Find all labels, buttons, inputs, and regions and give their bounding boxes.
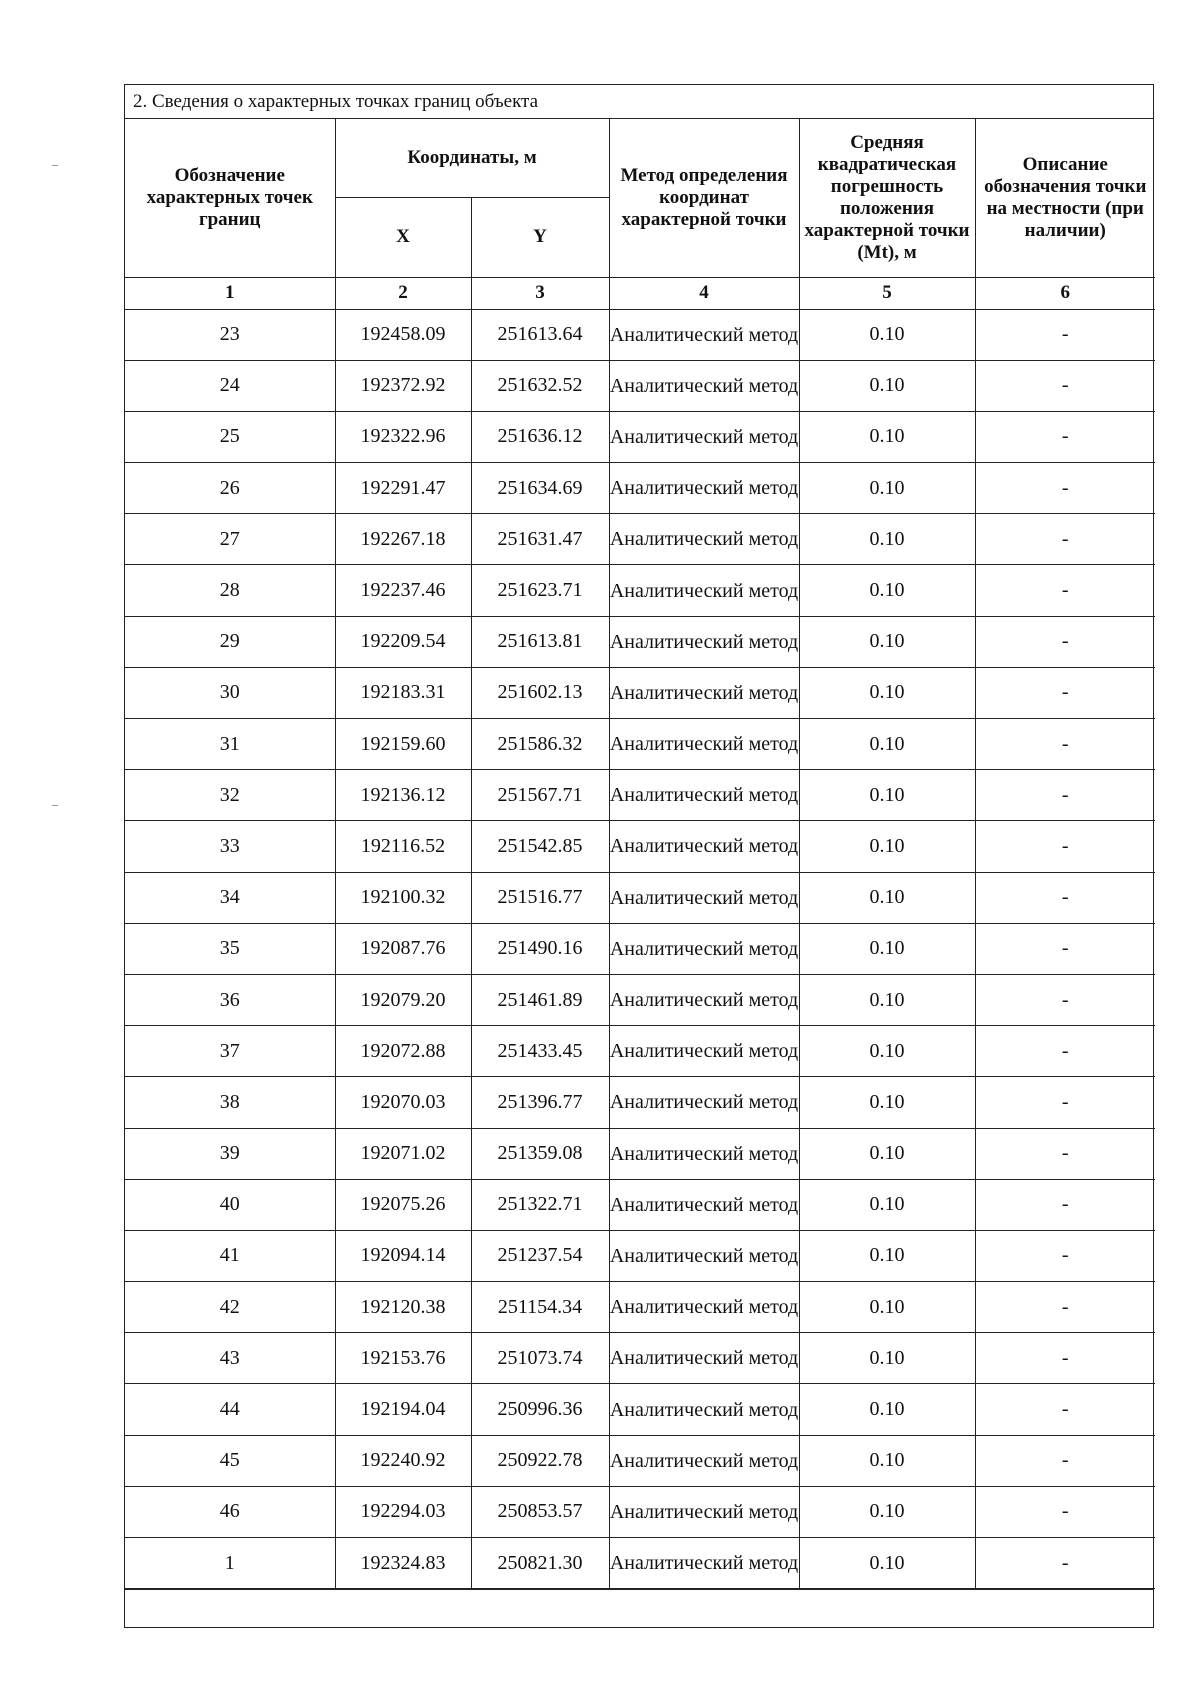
point-description: - <box>975 1538 1155 1589</box>
method: Аналитический метод <box>609 309 799 360</box>
coord-y: 251602.13 <box>471 667 609 718</box>
header-method: Метод определения координат характерной точки <box>609 119 799 277</box>
table-row <box>125 1384 1155 1435</box>
mean-square-error: 0.10 <box>799 1333 975 1384</box>
method: Аналитический метод <box>609 872 799 923</box>
header-y: Y <box>471 197 609 277</box>
mean-square-error: 0.10 <box>799 514 975 565</box>
mean-square-error: 0.10 <box>799 821 975 872</box>
table-row <box>125 565 1155 616</box>
coord-y: 250922.78 <box>471 1435 609 1486</box>
table-row <box>125 974 1155 1025</box>
column-number: 1 <box>125 277 335 309</box>
point-id: 23 <box>125 309 335 360</box>
table-row <box>125 719 1155 770</box>
point-description: - <box>975 1179 1155 1230</box>
point-id: 42 <box>125 1282 335 1333</box>
coord-y: 251613.81 <box>471 616 609 667</box>
point-description: - <box>975 360 1155 411</box>
header-description: Описание обозначения точки на местности (при наличии) <box>975 119 1155 277</box>
table-footer-empty-row <box>125 1589 1153 1625</box>
section-title: 2. Сведения о характерных точках границ объекта <box>125 85 1153 119</box>
coord-x: 192120.38 <box>335 1282 471 1333</box>
margin-mark <box>52 805 58 806</box>
point-description: - <box>975 309 1155 360</box>
coord-y: 251237.54 <box>471 1230 609 1281</box>
point-description: - <box>975 1282 1155 1333</box>
coord-y: 251631.47 <box>471 514 609 565</box>
point-description: - <box>975 667 1155 718</box>
coord-x: 192324.83 <box>335 1538 471 1589</box>
coord-x: 192183.31 <box>335 667 471 718</box>
table-row <box>125 770 1155 821</box>
coord-y: 251623.71 <box>471 565 609 616</box>
coord-x: 192070.03 <box>335 1077 471 1128</box>
point-id: 45 <box>125 1435 335 1486</box>
table-row <box>125 1179 1155 1230</box>
point-description: - <box>975 1077 1155 1128</box>
point-id: 27 <box>125 514 335 565</box>
header-row <box>125 119 1155 197</box>
point-description: - <box>975 719 1155 770</box>
point-description: - <box>975 1230 1155 1281</box>
point-id: 36 <box>125 974 335 1025</box>
coord-x: 192116.52 <box>335 821 471 872</box>
point-description: - <box>975 974 1155 1025</box>
coord-y: 251073.74 <box>471 1333 609 1384</box>
table-row <box>125 1026 1155 1077</box>
margin-mark <box>52 165 58 166</box>
coord-y: 251542.85 <box>471 821 609 872</box>
table-row <box>125 1538 1155 1589</box>
table-row <box>125 1486 1155 1537</box>
coord-y: 251433.45 <box>471 1026 609 1077</box>
coord-y: 250853.57 <box>471 1486 609 1537</box>
coord-y: 251636.12 <box>471 411 609 462</box>
table-row <box>125 667 1155 718</box>
coord-y: 251634.69 <box>471 463 609 514</box>
point-id: 26 <box>125 463 335 514</box>
coord-x: 192267.18 <box>335 514 471 565</box>
point-id: 33 <box>125 821 335 872</box>
coord-x: 192372.92 <box>335 360 471 411</box>
column-number: 5 <box>799 277 975 309</box>
point-description: - <box>975 821 1155 872</box>
mean-square-error: 0.10 <box>799 1435 975 1486</box>
point-id: 39 <box>125 1128 335 1179</box>
mean-square-error: 0.10 <box>799 360 975 411</box>
point-id: 32 <box>125 770 335 821</box>
coord-y: 250996.36 <box>471 1384 609 1435</box>
coord-y: 251359.08 <box>471 1128 609 1179</box>
point-id: 43 <box>125 1333 335 1384</box>
table-row <box>125 411 1155 462</box>
coord-x: 192458.09 <box>335 309 471 360</box>
header-coords: Координаты, м <box>335 119 609 197</box>
mean-square-error: 0.10 <box>799 1230 975 1281</box>
table-row <box>125 514 1155 565</box>
method: Аналитический метод <box>609 1230 799 1281</box>
table-row <box>125 1077 1155 1128</box>
method: Аналитический метод <box>609 1282 799 1333</box>
point-id: 28 <box>125 565 335 616</box>
mean-square-error: 0.10 <box>799 667 975 718</box>
coord-x: 192136.12 <box>335 770 471 821</box>
coord-x: 192100.32 <box>335 872 471 923</box>
point-id: 29 <box>125 616 335 667</box>
table-row <box>125 309 1155 360</box>
method: Аналитический метод <box>609 923 799 974</box>
coord-y: 251516.77 <box>471 872 609 923</box>
mean-square-error: 0.10 <box>799 770 975 821</box>
table-row <box>125 1333 1155 1384</box>
point-id: 44 <box>125 1384 335 1435</box>
mean-square-error: 0.10 <box>799 1179 975 1230</box>
method: Аналитический метод <box>609 1435 799 1486</box>
point-description: - <box>975 1435 1155 1486</box>
point-description: - <box>975 770 1155 821</box>
method: Аналитический метод <box>609 1077 799 1128</box>
point-description: - <box>975 565 1155 616</box>
coord-x: 192075.26 <box>335 1179 471 1230</box>
mean-square-error: 0.10 <box>799 565 975 616</box>
point-id: 41 <box>125 1230 335 1281</box>
mean-square-error: 0.10 <box>799 923 975 974</box>
method: Аналитический метод <box>609 1486 799 1537</box>
point-id: 24 <box>125 360 335 411</box>
table-row <box>125 360 1155 411</box>
coord-y: 251567.71 <box>471 770 609 821</box>
method: Аналитический метод <box>609 616 799 667</box>
coord-x: 192153.76 <box>335 1333 471 1384</box>
coord-x: 192294.03 <box>335 1486 471 1537</box>
method: Аналитический метод <box>609 974 799 1025</box>
method: Аналитический метод <box>609 719 799 770</box>
coord-x: 192071.02 <box>335 1128 471 1179</box>
method: Аналитический метод <box>609 1538 799 1589</box>
coord-x: 192237.46 <box>335 565 471 616</box>
mean-square-error: 0.10 <box>799 872 975 923</box>
method: Аналитический метод <box>609 1333 799 1384</box>
method: Аналитический метод <box>609 821 799 872</box>
table-row <box>125 923 1155 974</box>
coord-y: 251396.77 <box>471 1077 609 1128</box>
point-description: - <box>975 1384 1155 1435</box>
coord-x: 192291.47 <box>335 463 471 514</box>
point-description: - <box>975 463 1155 514</box>
coord-y: 251461.89 <box>471 974 609 1025</box>
point-id: 34 <box>125 872 335 923</box>
point-description: - <box>975 1486 1155 1537</box>
method: Аналитический метод <box>609 1384 799 1435</box>
mean-square-error: 0.10 <box>799 1384 975 1435</box>
coord-y: 251322.71 <box>471 1179 609 1230</box>
mean-square-error: 0.10 <box>799 1486 975 1537</box>
table-row <box>125 1230 1155 1281</box>
table-row <box>125 821 1155 872</box>
mean-square-error: 0.10 <box>799 463 975 514</box>
mean-square-error: 0.10 <box>799 1538 975 1589</box>
column-number: 3 <box>471 277 609 309</box>
point-id: 35 <box>125 923 335 974</box>
coord-x: 192159.60 <box>335 719 471 770</box>
coord-y: 251490.16 <box>471 923 609 974</box>
coord-x: 192240.92 <box>335 1435 471 1486</box>
coord-x: 192079.20 <box>335 974 471 1025</box>
point-id: 46 <box>125 1486 335 1537</box>
method: Аналитический метод <box>609 667 799 718</box>
table-row <box>125 463 1155 514</box>
method: Аналитический метод <box>609 463 799 514</box>
method: Аналитический метод <box>609 514 799 565</box>
table-row <box>125 1128 1155 1179</box>
point-description: - <box>975 923 1155 974</box>
table-row <box>125 872 1155 923</box>
table-row <box>125 1282 1155 1333</box>
point-description: - <box>975 616 1155 667</box>
mean-square-error: 0.10 <box>799 1282 975 1333</box>
coord-y: 250821.30 <box>471 1538 609 1589</box>
boundary-points-section <box>124 84 1154 1628</box>
mean-square-error: 0.10 <box>799 1128 975 1179</box>
column-number: 6 <box>975 277 1155 309</box>
method: Аналитический метод <box>609 565 799 616</box>
point-description: - <box>975 1333 1155 1384</box>
header-designation: Обозначение характерных точек границ <box>125 119 335 277</box>
coord-x: 192194.04 <box>335 1384 471 1435</box>
table-row <box>125 1435 1155 1486</box>
table-body <box>125 309 1155 1589</box>
method: Аналитический метод <box>609 1128 799 1179</box>
point-description: - <box>975 514 1155 565</box>
coord-x: 192322.96 <box>335 411 471 462</box>
header-error: Средняя квадратическая погрешность положения характерной точки (Mt), м <box>799 119 975 277</box>
point-id: 31 <box>125 719 335 770</box>
coord-y: 251632.52 <box>471 360 609 411</box>
mean-square-error: 0.10 <box>799 974 975 1025</box>
method: Аналитический метод <box>609 1026 799 1077</box>
coord-x: 192072.88 <box>335 1026 471 1077</box>
coord-y: 251154.34 <box>471 1282 609 1333</box>
coord-y: 251613.64 <box>471 309 609 360</box>
method: Аналитический метод <box>609 1179 799 1230</box>
method: Аналитический метод <box>609 360 799 411</box>
point-description: - <box>975 1026 1155 1077</box>
coord-x: 192209.54 <box>335 616 471 667</box>
mean-square-error: 0.10 <box>799 1026 975 1077</box>
point-id: 37 <box>125 1026 335 1077</box>
mean-square-error: 0.10 <box>799 309 975 360</box>
mean-square-error: 0.10 <box>799 616 975 667</box>
column-number: 2 <box>335 277 471 309</box>
point-id: 25 <box>125 411 335 462</box>
point-id: 30 <box>125 667 335 718</box>
column-numbers-row <box>125 277 1155 309</box>
mean-square-error: 0.10 <box>799 719 975 770</box>
mean-square-error: 0.10 <box>799 411 975 462</box>
boundary-points-table <box>125 119 1155 1589</box>
point-description: - <box>975 1128 1155 1179</box>
point-id: 38 <box>125 1077 335 1128</box>
point-description: - <box>975 411 1155 462</box>
point-id: 1 <box>125 1538 335 1589</box>
mean-square-error: 0.10 <box>799 1077 975 1128</box>
method: Аналитический метод <box>609 770 799 821</box>
point-id: 40 <box>125 1179 335 1230</box>
coord-y: 251586.32 <box>471 719 609 770</box>
column-number: 4 <box>609 277 799 309</box>
point-description: - <box>975 872 1155 923</box>
table-row <box>125 616 1155 667</box>
method: Аналитический метод <box>609 411 799 462</box>
coord-x: 192087.76 <box>335 923 471 974</box>
header-x: X <box>335 197 471 277</box>
coord-x: 192094.14 <box>335 1230 471 1281</box>
